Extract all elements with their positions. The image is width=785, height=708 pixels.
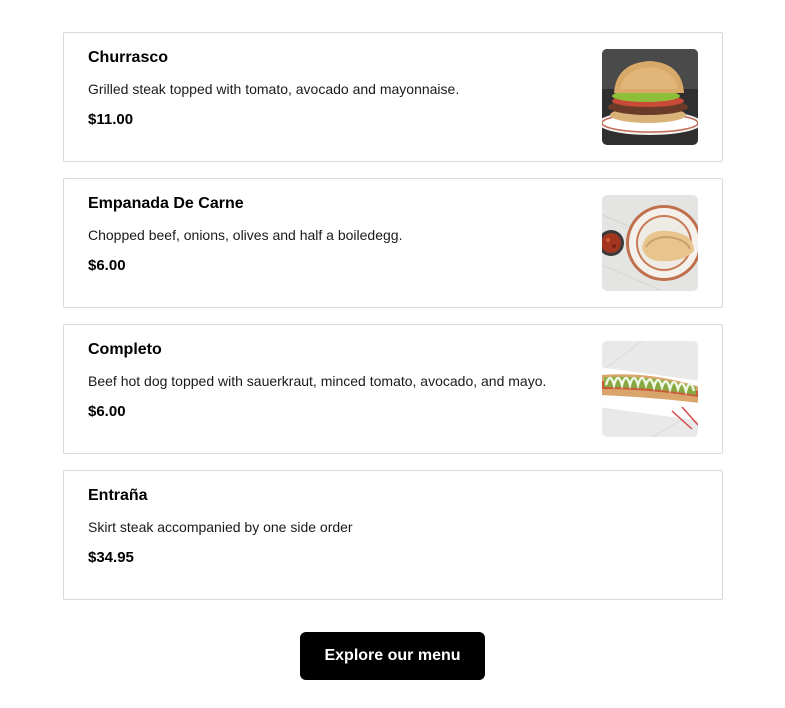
menu-item-list (63, 32, 723, 616)
menu-item-name: Entraña (88, 487, 148, 504)
menu-item-price: $6.00 (88, 403, 126, 420)
menu-item-card-churrasco[interactable] (63, 32, 723, 162)
churrasco-sandwich-photo (602, 49, 698, 145)
menu-item-description: Chopped beef, onions, olives and half a boiledegg. (88, 227, 403, 243)
menu-item-text (88, 48, 592, 130)
menu-item-price: $34.95 (88, 549, 134, 566)
menu-item-text (88, 340, 592, 422)
menu-item-description: Grilled steak topped with tomato, avocado and mayonnaise. (88, 81, 460, 97)
menu-item-price: $6.00 (88, 257, 126, 274)
completo-hotdog-photo (602, 341, 698, 437)
menu-item-name: Completo (88, 341, 162, 358)
empanada-plate-photo (602, 195, 698, 291)
menu-item-description: Skirt steak accompanied by one side order (88, 519, 353, 535)
menu-item-name: Churrasco (88, 49, 169, 66)
menu-item-card-entrana[interactable] (63, 470, 723, 600)
menu-item-card-completo[interactable] (63, 324, 723, 454)
menu-item-price: $11.00 (88, 111, 134, 128)
menu-item-description: Beef hot dog topped with sauerkraut, minced tomato, avocado, and mayo. (88, 373, 547, 389)
menu-item-text (88, 486, 592, 568)
menu-item-card-empanada[interactable] (63, 178, 723, 308)
menu-item-name: Empanada De Carne (88, 195, 244, 212)
menu-item-text (88, 194, 592, 276)
explore-menu-button[interactable]: Explore our menu (300, 632, 485, 680)
